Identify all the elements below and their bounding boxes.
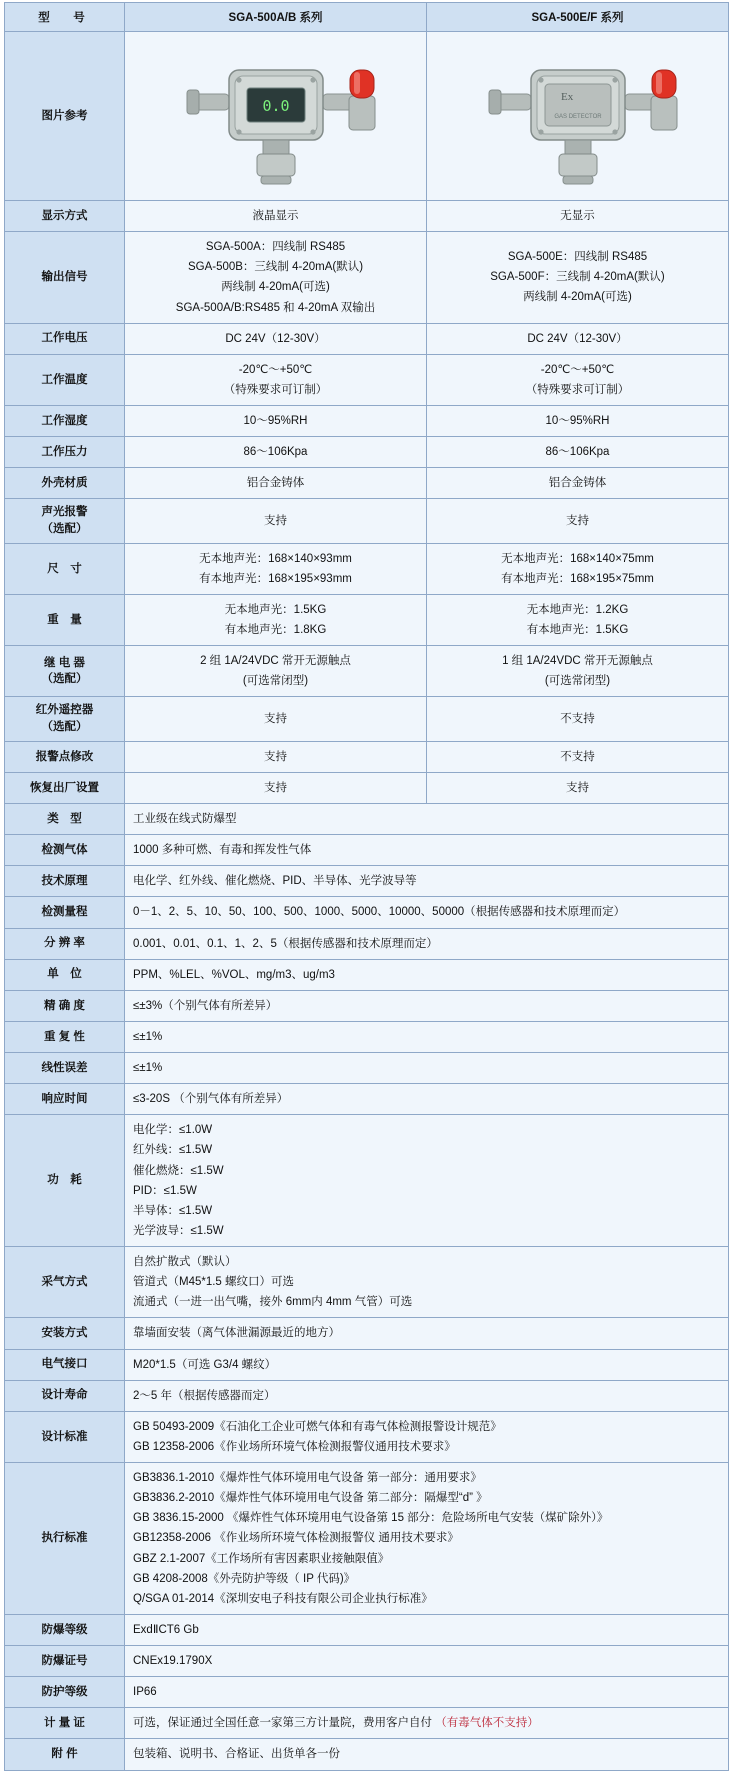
row-label: 分 辨 率	[5, 928, 125, 959]
row-label: 红外遥控器 （选配）	[5, 697, 125, 741]
table-row	[5, 1349, 729, 1380]
table-row	[5, 323, 729, 354]
row-value-col1: -20℃～+50℃ （特殊要求可订制）	[125, 354, 427, 405]
row-label: 声光报警 （选配）	[5, 499, 125, 543]
table-row	[5, 1739, 729, 1770]
row-value-col2: 支持	[427, 499, 729, 543]
row-label: 检测量程	[5, 897, 125, 928]
table-row	[5, 1646, 729, 1677]
table-row	[5, 1614, 729, 1645]
row-value-full: 靠墙面安装（离气体泄漏源最近的地方）	[125, 1318, 729, 1349]
product-image-col1	[125, 32, 427, 201]
row-label: 技术原理	[5, 866, 125, 897]
table-row	[5, 543, 729, 594]
table-row	[5, 959, 729, 990]
detector-image-a	[151, 36, 401, 196]
table-row	[5, 804, 729, 835]
row-label: 设计寿命	[5, 1380, 125, 1411]
header-col2: SGA-500E/F 系列	[427, 3, 729, 32]
table-row	[5, 646, 729, 697]
row-value-col1: SGA-500A：四线制 RS485 SGA-500B：三线制 4-20mA(默认) 两线制 4-20mA(可选) SGA-500A/B:RS485 和 4-20mA 双输出	[125, 232, 427, 324]
row-label: 采气方式	[5, 1247, 125, 1318]
svg-text:Ex: Ex	[560, 91, 573, 103]
table-row	[5, 1021, 729, 1052]
row-label: 外壳材质	[5, 468, 125, 499]
table-row	[5, 437, 729, 468]
row-label: 设计标准	[5, 1411, 125, 1462]
table-row	[5, 232, 729, 324]
row-label: 继 电 器 （选配）	[5, 646, 125, 697]
table-row	[5, 1677, 729, 1708]
row-label: 尺 寸	[5, 543, 125, 594]
row-value-full: ≤3-20S （个别气体有所差异）	[125, 1084, 729, 1115]
row-label: 工作温度	[5, 354, 125, 405]
row-value-col2: 10～95%RH	[427, 406, 729, 437]
row-value-col2: 86～106Kpa	[427, 437, 729, 468]
table-row	[5, 772, 729, 803]
row-value-col2: 支持	[427, 772, 729, 803]
row-label: 重 量	[5, 594, 125, 645]
row-value-col1: 10～95%RH	[125, 406, 427, 437]
row-label: 类 型	[5, 804, 125, 835]
row-label: 响应时间	[5, 1084, 125, 1115]
table-header-row	[5, 3, 729, 32]
row-value-col1: 无本地声光：168×140×93mm 有本地声光：168×195×93mm	[125, 543, 427, 594]
detector-image-e	[453, 36, 703, 196]
row-value-col1: 支持	[125, 697, 427, 741]
row-value-full: 电化学：≤1.0W 红外线：≤1.5W 催化燃烧：≤1.5W PID：≤1.5W 半导体：≤1.5W 光学波导：≤1.5W	[125, 1115, 729, 1247]
row-value-full: ≤±3%（个别气体有所差异）	[125, 990, 729, 1021]
row-value-full: 电化学、红外线、催化燃烧、PID、半导体、光学波导等	[125, 866, 729, 897]
spec-table	[4, 2, 729, 1771]
svg-text:GAS DETECTOR: GAS DETECTOR	[553, 114, 602, 120]
row-label: 防爆等级	[5, 1614, 125, 1645]
row-value-col2: 铝合金铸体	[427, 468, 729, 499]
table-row	[5, 594, 729, 645]
row-label: 显示方式	[5, 201, 125, 232]
row-value-col2: 不支持	[427, 741, 729, 772]
row-value-col2: 无显示	[427, 201, 729, 232]
table-row	[5, 990, 729, 1021]
row-value-full: GB3836.1-2010《爆炸性气体环境用电气设备 第一部分：通用要求》 GB3836.2-2010《爆炸性气体环境用电气设备 第二部分：隔爆型“d” 》 GB 3836.15-2000 《爆炸性气体环境用电气设备第 15 部分：危险场所电气安装（煤矿除外）》 GB12358-2006 《作业场所环境气体检测报警仪 通用技术要求》 GBZ 2.1-2007《工作场所有害因素职业接触限值》 GB 4208-2008《外壳防护等级（ IP 代码)》 Q/SGA 01-2014《深圳安电子科技有限公司企业执行标准》	[125, 1463, 729, 1615]
row-value-col2: SGA-500E：四线制 RS485 SGA-500F：三线制 4-20mA(默认) 两线制 4-20mA(可选)	[427, 232, 729, 324]
row-label: 防护等级	[5, 1677, 125, 1708]
row-label: 单 位	[5, 959, 125, 990]
row-note: （有毒气体不支持）	[435, 1717, 539, 1730]
row-value-full: ≤±1%	[125, 1021, 729, 1052]
row-value-full: 1000 多种可燃、有毒和挥发性气体	[125, 835, 729, 866]
svg-text:0.0: 0.0	[261, 97, 290, 115]
row-label: 附 件	[5, 1739, 125, 1770]
row-value-col1: 支持	[125, 499, 427, 543]
row-value-col2: DC 24V（12-30V）	[427, 323, 729, 354]
row-label: 防爆证号	[5, 1646, 125, 1677]
table-row	[5, 1380, 729, 1411]
table-row	[5, 697, 729, 741]
table-row	[5, 928, 729, 959]
row-value-full: 2～5 年（根据传感器而定）	[125, 1380, 729, 1411]
row-value-full: 自然扩散式（默认） 管道式（M45*1.5 螺纹口）可选 流通式（一进一出气嘴，接外 6mm内 4mm 气管）可选	[125, 1247, 729, 1318]
row-label: 恢复出厂设置	[5, 772, 125, 803]
row-value-col2: -20℃～+50℃ （特殊要求可订制）	[427, 354, 729, 405]
row-label: 电气接口	[5, 1349, 125, 1380]
row-value-full: IP66	[125, 1677, 729, 1708]
header-col1: SGA-500A/B 系列	[125, 3, 427, 32]
table-row	[5, 1053, 729, 1084]
row-value-full: 可选，保证通过全国任意一家第三方计量院，费用客户自付 （有毒气体不支持）	[125, 1708, 729, 1739]
table-row	[5, 32, 729, 201]
row-label: 重 复 性	[5, 1021, 125, 1052]
row-value-full: M20*1.5（可选 G3/4 螺纹）	[125, 1349, 729, 1380]
table-row	[5, 1463, 729, 1615]
row-label: 图片参考	[5, 32, 125, 201]
table-row	[5, 1247, 729, 1318]
row-value-full: PPM、%LEL、%VOL、mg/m3、ug/m3	[125, 959, 729, 990]
table-row	[5, 201, 729, 232]
row-value-full: GB 50493-2009《石油化工企业可燃气体和有毒气体检测报警设计规范》 GB 12358-2006《作业场所环境气体检测报警仪通用技术要求》	[125, 1411, 729, 1462]
header-label: 型 号	[5, 3, 125, 32]
table-row	[5, 499, 729, 543]
row-label: 安装方式	[5, 1318, 125, 1349]
row-label: 执行标准	[5, 1463, 125, 1615]
row-label: 检测气体	[5, 835, 125, 866]
row-value-col2: 无本地声光：1.2KG 有本地声光：1.5KG	[427, 594, 729, 645]
row-label: 报警点修改	[5, 741, 125, 772]
row-value-col2: 1 组 1A/24VDC 常开无源触点 (可选常闭型)	[427, 646, 729, 697]
table-row	[5, 354, 729, 405]
row-value-col1: 铝合金铸体	[125, 468, 427, 499]
table-row	[5, 835, 729, 866]
row-value-col1: 86～106Kpa	[125, 437, 427, 468]
row-value-full: 0－1、2、5、10、50、100、500、1000、5000、10000、50000（根据传感器和技术原理而定）	[125, 897, 729, 928]
row-value-full: 0.001、0.01、0.1、1、2、5（根据传感器和技术原理而定）	[125, 928, 729, 959]
table-row	[5, 468, 729, 499]
row-value-full: CNEx19.1790X	[125, 1646, 729, 1677]
table-row	[5, 1115, 729, 1247]
row-value-col2: 无本地声光：168×140×75mm 有本地声光：168×195×75mm	[427, 543, 729, 594]
table-row	[5, 1411, 729, 1462]
row-label: 工作电压	[5, 323, 125, 354]
row-label: 精 确 度	[5, 990, 125, 1021]
row-label: 工作湿度	[5, 406, 125, 437]
row-value-col1: DC 24V（12-30V）	[125, 323, 427, 354]
table-row	[5, 1708, 729, 1739]
row-value-col1: 无本地声光：1.5KG 有本地声光：1.8KG	[125, 594, 427, 645]
row-value-col1: 支持	[125, 741, 427, 772]
row-label: 工作压力	[5, 437, 125, 468]
table-row	[5, 741, 729, 772]
row-value-col2: 不支持	[427, 697, 729, 741]
table-row	[5, 866, 729, 897]
row-value-full: 包装箱、说明书、合格证、出货单各一份	[125, 1739, 729, 1770]
row-label: 输出信号	[5, 232, 125, 324]
row-value-full: ≤±1%	[125, 1053, 729, 1084]
table-row	[5, 1318, 729, 1349]
row-value-col1: 2 组 1A/24VDC 常开无源触点 (可选常闭型)	[125, 646, 427, 697]
row-value-col1: 液晶显示	[125, 201, 427, 232]
row-value-col1: 支持	[125, 772, 427, 803]
row-value-full: 工业级在线式防爆型	[125, 804, 729, 835]
table-row	[5, 1084, 729, 1115]
table-row	[5, 406, 729, 437]
row-value-full: ExdⅡCT6 Gb	[125, 1614, 729, 1645]
row-label: 线性误差	[5, 1053, 125, 1084]
product-image-col2	[427, 32, 729, 201]
row-label: 计 量 证	[5, 1708, 125, 1739]
row-label: 功 耗	[5, 1115, 125, 1247]
table-row	[5, 897, 729, 928]
